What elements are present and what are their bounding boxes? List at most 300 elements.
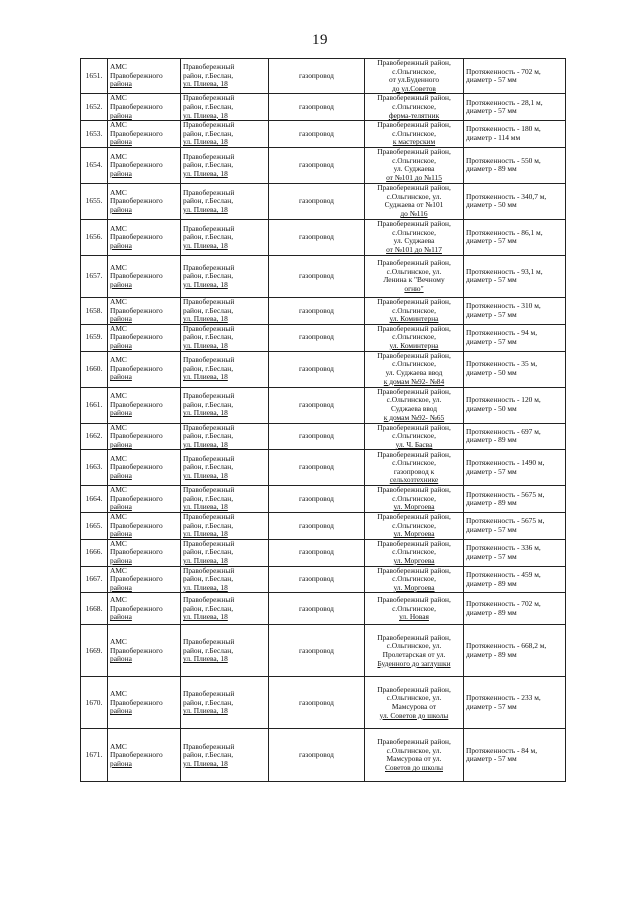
owner-cell-line: района: [110, 168, 132, 178]
owner-cell-line: Правобережного: [110, 603, 163, 613]
owner-cell: [108, 566, 181, 593]
address-cell: [181, 539, 269, 566]
location-cell-line: Правобережный район,: [377, 684, 451, 694]
location-cell-line: до ул.Советов: [392, 83, 436, 93]
owner-cell-line: района: [110, 654, 132, 664]
location-cell: [365, 566, 464, 593]
spec-cell: [464, 539, 566, 566]
owner-cell-line: АМС: [110, 539, 127, 548]
address-cell-line: Правобережный: [183, 62, 235, 72]
location-cell-line: ул. Суджаева: [393, 236, 435, 246]
spec-cell-line: Протяженность - 94 м,: [466, 328, 538, 338]
location-cell: [365, 593, 464, 625]
row-number: 1659.: [81, 324, 108, 351]
address-cell-line: Правобережный: [183, 539, 235, 548]
address-cell-line: ул. Плиева, 18: [183, 612, 228, 622]
address-cell-line: ул. Плиева, 18: [183, 204, 228, 214]
location-cell: [365, 59, 464, 94]
location-cell-line: ул. Советов до школы: [379, 710, 449, 720]
location-cell-line: ул. Моргоева: [393, 582, 435, 592]
table-row: [81, 566, 566, 593]
spec-cell: [464, 183, 566, 219]
owner-cell-line: района: [110, 502, 132, 512]
table-row: [81, 513, 566, 540]
location-cell-line: к мастерским: [392, 137, 436, 147]
location-cell-line: Суджаева от №101: [384, 200, 444, 210]
address-cell-line: ул. Плиева, 18: [183, 471, 228, 481]
table-row: [81, 593, 566, 625]
spec-cell-line: диаметр - 89 мм: [466, 578, 517, 588]
owner-cell-line: АМС: [110, 62, 127, 72]
owner-cell: [108, 625, 181, 677]
address-cell: [181, 423, 269, 450]
address-cell-line: район, г.Беслан,: [183, 101, 234, 111]
owner-cell-line: Правобережного: [110, 697, 163, 707]
address-cell-line: ул. Плиева, 18: [183, 408, 228, 418]
spec-cell: [464, 566, 566, 593]
spec-cell: [464, 219, 566, 255]
address-cell-line: ул. Плиева, 18: [183, 502, 228, 512]
address-cell: [181, 593, 269, 625]
location-cell: [365, 513, 464, 540]
owner-cell-line: АМС: [110, 93, 127, 103]
location-cell-line: с.Ольгинское,: [392, 603, 436, 613]
owner-cell-line: Правобережного: [110, 305, 163, 315]
location-cell-line: с.Ольгинское,: [392, 332, 436, 342]
owner-cell-line: Правобережного: [110, 645, 163, 655]
address-cell-line: район, г.Беслан,: [183, 431, 234, 441]
location-cell-line: ул. Коминтерна: [389, 314, 439, 324]
registry-body: [81, 59, 566, 782]
owner-cell: [108, 121, 181, 148]
owner-cell: [108, 59, 181, 94]
row-number: 1653.: [81, 121, 108, 148]
address-cell-line: Правобережный: [183, 262, 235, 272]
owner-cell: [108, 255, 181, 297]
spec-cell-line: Протяженность - 702 м,: [466, 599, 541, 609]
spec-cell-line: диаметр - 57 мм: [466, 75, 517, 85]
address-cell-line: район, г.Беслан,: [183, 603, 234, 613]
spec-cell: [464, 351, 566, 387]
row-number: 1670.: [81, 677, 108, 729]
spec-cell: [464, 121, 566, 148]
spec-cell-line: Протяженность - 310 м,: [466, 301, 541, 311]
object-type-cell: газопровод: [269, 566, 365, 593]
location-cell: [365, 729, 464, 782]
spec-cell-line: диаметр - 57 мм: [466, 309, 517, 319]
owner-cell-line: АМС: [110, 566, 127, 575]
owner-cell-line: АМС: [110, 741, 127, 751]
spec-cell-line: Протяженность - 5675 м,: [466, 516, 545, 526]
location-cell: [365, 625, 464, 677]
object-type-cell: газопровод: [269, 625, 365, 677]
object-type-cell: газопровод: [269, 729, 365, 782]
owner-cell: [108, 324, 181, 351]
owner-cell-line: Правобережного: [110, 332, 163, 342]
spec-cell-line: диаметр - 57 мм: [466, 275, 517, 285]
owner-cell-line: района: [110, 137, 132, 147]
owner-cell-line: района: [110, 204, 132, 214]
address-cell-line: ул. Плиева, 18: [183, 556, 228, 566]
spec-cell-line: Протяженность - 459 м,: [466, 569, 541, 579]
address-cell: [181, 677, 269, 729]
object-type-cell: газопровод: [269, 297, 365, 324]
location-cell-line: с.Ольгинское, ул.: [386, 693, 442, 703]
owner-cell-line: АМС: [110, 151, 127, 161]
location-cell-line: Правобережный район,: [377, 737, 451, 747]
owner-cell-line: АМС: [110, 689, 127, 699]
address-cell: [181, 183, 269, 219]
spec-cell-line: диаметр - 57 мм: [466, 336, 517, 346]
owner-cell-line: района: [110, 240, 132, 250]
location-cell-line: Правобережный район,: [377, 351, 451, 360]
location-cell-line: к домам №92- №65: [383, 412, 445, 422]
address-cell-line: Правобережный: [183, 741, 235, 751]
location-cell-line: с.Ольгинское,: [392, 431, 436, 441]
object-type-cell: газопровод: [269, 513, 365, 540]
address-cell-line: Правобережный: [183, 423, 235, 432]
location-cell-line: Правобережный район,: [377, 120, 451, 130]
owner-cell-line: района: [110, 706, 132, 716]
address-cell: [181, 147, 269, 183]
owner-cell: [108, 351, 181, 387]
spec-cell-line: диаметр - 57 мм: [466, 701, 517, 711]
location-cell-line: Правобережный район,: [377, 539, 451, 548]
table-row: [81, 297, 566, 324]
row-number: 1669.: [81, 625, 108, 677]
owner-cell-line: АМС: [110, 595, 127, 605]
owner-cell: [108, 387, 181, 423]
registry-table: [80, 58, 566, 782]
location-cell-line: Мамсурова от ул.: [386, 754, 442, 764]
object-type-cell: газопровод: [269, 450, 365, 486]
spec-cell-line: диаметр - 57 мм: [466, 236, 517, 246]
location-cell-line: Правобережный район,: [377, 423, 451, 432]
location-cell-line: Пролетарская от ул.: [382, 649, 446, 659]
address-cell-line: Правобережный: [183, 595, 235, 605]
location-cell-line: с.Ольгинское,: [392, 227, 436, 237]
location-cell-line: с.Ольгинское,: [392, 458, 436, 468]
spec-cell-line: Протяженность - 702 м,: [466, 66, 541, 76]
address-cell-line: ул. Плиева, 18: [183, 279, 228, 289]
location-cell-line: с.Ольгинское,: [392, 101, 436, 111]
address-cell-line: район, г.Беслан,: [183, 750, 234, 760]
spec-cell-line: диаметр - 50 мм: [466, 404, 517, 413]
address-cell-line: Правобережный: [183, 223, 235, 233]
location-cell-line: с.Ольгинское,: [392, 493, 436, 503]
owner-cell-line: Правобережного: [110, 520, 163, 530]
owner-cell-line: района: [110, 529, 132, 539]
owner-cell: [108, 94, 181, 121]
spec-cell-line: Протяженность - 84 м,: [466, 745, 538, 755]
location-cell-line: ул. Суджаева: [393, 164, 435, 174]
table-row: [81, 677, 566, 729]
table-row: [81, 351, 566, 387]
address-cell-line: ул. Плиева, 18: [183, 439, 228, 449]
owner-cell-line: Правобережного: [110, 547, 163, 557]
spec-cell-line: диаметр - 57 мм: [466, 106, 517, 116]
object-type-cell: газопровод: [269, 593, 365, 625]
object-type-cell: газопровод: [269, 324, 365, 351]
address-cell: [181, 297, 269, 324]
spec-cell-line: диаметр - 89 мм: [466, 498, 517, 508]
owner-cell-line: Правобережного: [110, 196, 163, 206]
location-cell-line: сельхозтехнике: [389, 475, 439, 485]
owner-cell-line: района: [110, 279, 132, 289]
spec-cell-line: Протяженность - 697 м,: [466, 426, 541, 436]
address-cell-line: Правобережный: [183, 93, 235, 103]
owner-cell-line: Правобережного: [110, 431, 163, 441]
location-cell-line: с.Ольгинское,: [392, 305, 436, 315]
owner-cell-line: АМС: [110, 324, 127, 333]
address-cell: [181, 729, 269, 782]
location-cell-line: с.Ольгинское,: [392, 128, 436, 138]
location-cell-line: к домам №92- №84: [383, 376, 445, 386]
location-cell-line: с.Ольгинское, ул.: [386, 641, 442, 651]
spec-cell-line: Протяженность - 28,1 м,: [466, 97, 543, 107]
address-cell-line: ул. Плиева, 18: [183, 240, 228, 250]
location-cell-line: ул. Моргоева: [393, 529, 435, 539]
location-cell-line: огню": [404, 284, 424, 294]
location-cell-line: Буденного до заглушки: [377, 658, 451, 668]
address-cell-line: Правобережный: [183, 637, 235, 647]
location-cell-line: до №116: [400, 209, 428, 219]
location-cell-line: Правобережный район,: [377, 58, 451, 67]
table-row: [81, 387, 566, 423]
table-row: [81, 539, 566, 566]
owner-cell-line: района: [110, 582, 132, 592]
spec-cell: [464, 59, 566, 94]
owner-cell-line: АМС: [110, 355, 127, 365]
owner-cell-line: района: [110, 340, 132, 350]
owner-cell-line: района: [110, 314, 132, 324]
location-cell-line: Правобережный район,: [377, 324, 451, 333]
spec-cell: [464, 147, 566, 183]
object-type-cell: газопровод: [269, 59, 365, 94]
address-cell-line: ул. Плиева, 18: [183, 654, 228, 664]
location-cell-line: Правобережный район,: [377, 595, 451, 605]
owner-cell-line: Правобережного: [110, 128, 163, 138]
owner-cell-line: АМС: [110, 512, 127, 522]
row-number: 1658.: [81, 297, 108, 324]
location-cell: [365, 387, 464, 423]
owner-cell-line: АМС: [110, 262, 127, 272]
spec-cell-line: диаметр - 89 мм: [466, 649, 517, 659]
spec-cell-line: диаметр - 114 мм: [466, 133, 521, 143]
row-number: 1655.: [81, 183, 108, 219]
owner-cell-line: АМС: [110, 391, 127, 401]
row-number: 1652.: [81, 94, 108, 121]
address-cell-line: ул. Плиева, 18: [183, 168, 228, 178]
table-row: [81, 423, 566, 450]
object-type-cell: газопровод: [269, 219, 365, 255]
spec-cell: [464, 625, 566, 677]
object-type-cell: газопровод: [269, 423, 365, 450]
location-cell-line: Правобережный район,: [377, 566, 451, 575]
location-cell-line: с.Ольгинское,: [392, 547, 436, 557]
location-cell-line: Правобережный район,: [377, 93, 451, 103]
owner-cell-line: района: [110, 372, 132, 382]
location-cell: [365, 677, 464, 729]
address-cell-line: район, г.Беслан,: [183, 271, 234, 281]
location-cell: [365, 297, 464, 324]
address-cell-line: ул. Плиева, 18: [183, 340, 228, 350]
spec-cell-line: Протяженность - 35 м,: [466, 359, 538, 369]
location-cell-line: с.Ольгинское, ул.: [386, 745, 442, 755]
address-cell: [181, 94, 269, 121]
owner-cell-line: Правобережного: [110, 232, 163, 242]
owner-cell-line: АМС: [110, 223, 127, 233]
location-cell-line: ул. Коминтерна: [389, 340, 439, 350]
owner-cell-line: АМС: [110, 297, 127, 306]
location-cell: [365, 121, 464, 148]
spec-cell: [464, 729, 566, 782]
object-type-cell: газопровод: [269, 255, 365, 297]
row-number: 1656.: [81, 219, 108, 255]
object-type-cell: газопровод: [269, 147, 365, 183]
location-cell: [365, 450, 464, 486]
object-type-cell: газопровод: [269, 486, 365, 513]
address-cell-line: ул. Плиева, 18: [183, 110, 228, 120]
address-cell-line: ул. Плиева, 18: [183, 529, 228, 539]
address-cell-line: район, г.Беслан,: [183, 160, 234, 170]
table-row: [81, 59, 566, 94]
location-cell-line: с.Ольгинское, ул.: [386, 395, 442, 405]
spec-cell: [464, 387, 566, 423]
spec-cell-line: Протяженность - 668,2 м,: [466, 641, 547, 651]
owner-cell-line: Правобережного: [110, 70, 163, 80]
address-cell-line: район, г.Беслан,: [183, 332, 234, 342]
address-cell-line: район, г.Беслан,: [183, 520, 234, 530]
address-cell: [181, 255, 269, 297]
object-type-cell: газопровод: [269, 677, 365, 729]
address-cell: [181, 387, 269, 423]
table-row: [81, 324, 566, 351]
location-cell-line: Суджаева ввод: [390, 404, 438, 413]
spec-cell-line: Протяженность - 340,7 м,: [466, 191, 547, 201]
address-cell: [181, 625, 269, 677]
location-cell-line: от №101 до №117: [386, 245, 442, 255]
location-cell: [365, 539, 464, 566]
address-cell-line: Правобережный: [183, 566, 235, 575]
spec-cell: [464, 94, 566, 121]
address-cell: [181, 450, 269, 486]
spec-cell-line: Протяженность - 1490 м,: [466, 458, 545, 468]
location-cell-line: Правобережный район,: [377, 387, 451, 396]
owner-cell-line: АМС: [110, 637, 127, 647]
location-cell-line: Правобережный район,: [377, 512, 451, 522]
table-row: [81, 147, 566, 183]
spec-cell: [464, 677, 566, 729]
address-cell: [181, 486, 269, 513]
address-cell: [181, 324, 269, 351]
owner-cell: [108, 677, 181, 729]
row-number: 1663.: [81, 450, 108, 486]
address-cell-line: район, г.Беслан,: [183, 70, 234, 80]
object-type-cell: газопровод: [269, 94, 365, 121]
location-cell: [365, 147, 464, 183]
owner-cell: [108, 297, 181, 324]
spec-cell: [464, 486, 566, 513]
row-number: 1664.: [81, 486, 108, 513]
owner-cell-line: Правобережного: [110, 493, 163, 503]
location-cell-line: Правобережный район,: [377, 183, 451, 193]
owner-cell-line: Правобережного: [110, 271, 163, 281]
location-cell-line: ферма-телятник: [388, 110, 440, 120]
page-number: 19: [312, 32, 328, 48]
address-cell: [181, 121, 269, 148]
owner-cell-line: АМС: [110, 423, 127, 432]
owner-cell: [108, 729, 181, 782]
owner-cell-line: Правобережного: [110, 160, 163, 170]
spec-cell-line: Протяженность - 233 м,: [466, 693, 541, 703]
table-row: [81, 121, 566, 148]
location-cell: [365, 94, 464, 121]
location-cell: [365, 486, 464, 513]
location-cell-line: Правобережный район,: [377, 449, 451, 459]
spec-cell-line: диаметр - 57 мм: [466, 754, 517, 764]
location-cell-line: Правобережный район,: [377, 258, 451, 268]
spec-cell-line: диаметр - 89 мм: [466, 435, 517, 445]
table-row: [81, 625, 566, 677]
table-row: [81, 219, 566, 255]
location-cell-line: с.Ольгинское,: [392, 359, 436, 369]
address-cell-line: район, г.Беслан,: [183, 697, 234, 707]
address-cell-line: район, г.Беслан,: [183, 645, 234, 655]
location-cell-line: Ленина к "Вечному: [383, 275, 445, 285]
location-cell-line: от ул.Буденного: [388, 75, 440, 85]
address-cell-line: Правобережный: [183, 485, 235, 495]
location-cell-line: с.Ольгинское, ул.: [386, 266, 442, 276]
spec-cell-line: Протяженность - 93,1 м,: [466, 266, 543, 276]
spec-cell-line: диаметр - 89 мм: [466, 164, 517, 174]
owner-cell-line: района: [110, 110, 132, 120]
owner-cell-line: Правобережного: [110, 574, 163, 584]
spec-cell-line: диаметр - 57 мм: [466, 551, 517, 561]
owner-cell-line: Правобережного: [110, 750, 163, 760]
spec-cell-line: диаметр - 50 мм: [466, 200, 517, 210]
address-cell-line: район, г.Беслан,: [183, 462, 234, 472]
address-cell-line: Правобережный: [183, 453, 235, 463]
location-cell-line: Правобережный район,: [377, 297, 451, 306]
object-type-cell: газопровод: [269, 121, 365, 148]
location-cell-line: ул. Моргоева: [393, 556, 435, 566]
owner-cell-line: района: [110, 758, 132, 768]
location-cell-line: с.Ольгинское,: [392, 520, 436, 530]
owner-cell-line: района: [110, 556, 132, 566]
table-row: [81, 94, 566, 121]
location-cell: [365, 255, 464, 297]
location-cell: [365, 351, 464, 387]
owner-cell: [108, 486, 181, 513]
spec-cell: [464, 324, 566, 351]
row-number: 1662.: [81, 423, 108, 450]
location-cell-line: с.Ольгинское, ул.: [386, 191, 442, 201]
location-cell-line: Правобережный район,: [377, 147, 451, 157]
spec-cell-line: диаметр - 57 мм: [466, 524, 517, 534]
owner-cell: [108, 513, 181, 540]
row-number: 1651.: [81, 59, 108, 94]
location-cell: [365, 183, 464, 219]
object-type-cell: газопровод: [269, 351, 365, 387]
table-row: [81, 729, 566, 782]
address-cell-line: район, г.Беслан,: [183, 232, 234, 242]
owner-cell-line: Правобережного: [110, 363, 163, 373]
spec-cell-line: Протяженность - 120 м,: [466, 395, 541, 405]
table-row: [81, 255, 566, 297]
owner-cell: [108, 423, 181, 450]
address-cell: [181, 351, 269, 387]
